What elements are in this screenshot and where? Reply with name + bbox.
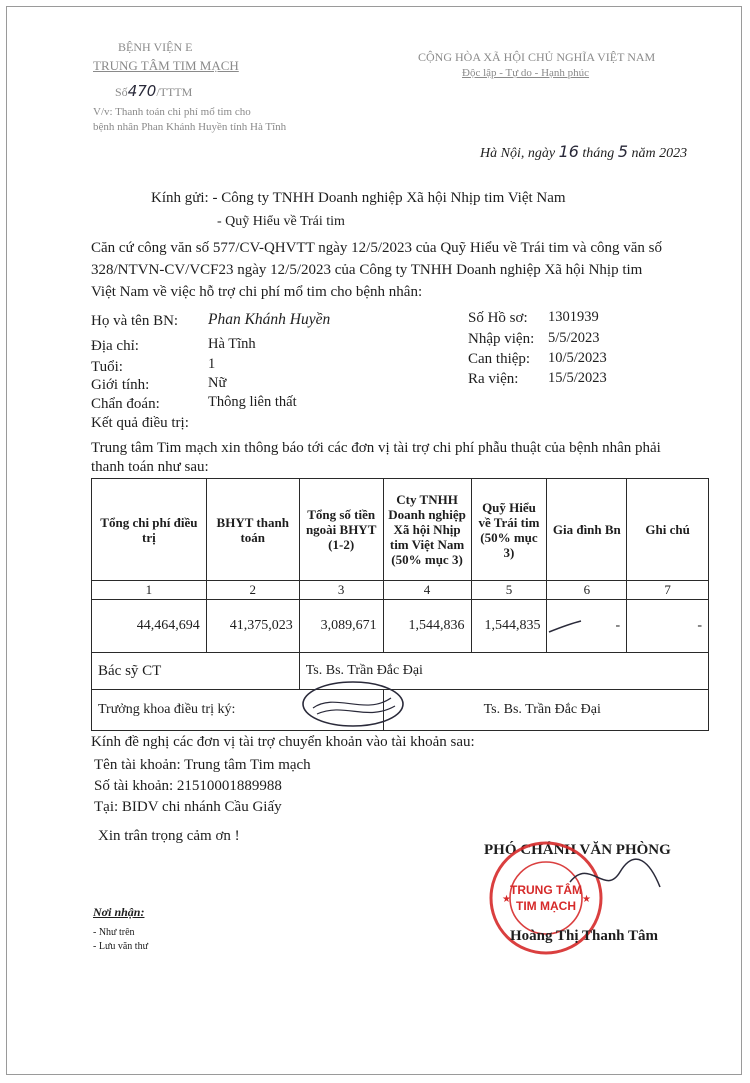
recipients-label: Kính gửi:: [151, 190, 209, 206]
header-insurance: BHYT thanh toán: [206, 479, 299, 581]
recipient-1: - Công ty TNHH Doanh nghiệp Xã hội Nhịp tim Việt Nam: [212, 190, 566, 206]
value-insurance: 41,375,023: [206, 600, 299, 653]
patient-name: Phan Khánh Huyền: [208, 311, 331, 328]
table-value-row: [92, 600, 709, 653]
intro-line-1: Căn cứ công văn số 577/CV-QHVTT ngày 12/5/2023 của Quỹ Hiểu về Trái tim và công văn số: [91, 240, 662, 256]
intervention-label: Can thiệp:: [468, 351, 531, 367]
footer-recipients-title: Nơi nhận:: [93, 905, 145, 919]
value-total-cost: 44,464,694: [92, 600, 207, 653]
file-number: 1301939: [548, 309, 599, 325]
head-signature: [295, 672, 415, 732]
intro-line-3: Việt Nam về việc hỗ trợ chi phí mổ tim cho bệnh nhân:: [91, 284, 423, 300]
admit-label: Nhập viện:: [468, 331, 535, 347]
closing-text: Xin trân trọng cảm ơn !: [98, 828, 240, 844]
subject-line-1: V/v: Thanh toán chi phí mổ tim cho: [93, 106, 251, 118]
date-day: 16: [558, 142, 579, 161]
file-label: Số Hồ sơ:: [468, 310, 528, 326]
table-header-row: [92, 479, 709, 581]
intro-line-2: 328/NTVN-CV/VCF23 ngày 12/5/2023 của Công ty TNHH Doanh nghiệp Xã hội Nhịp tim: [91, 262, 643, 278]
patient-name-label: Họ và tên BN:: [91, 313, 179, 329]
signer-name: Hoàng Thị Thanh Tâm: [510, 928, 658, 944]
subject-line-2: bệnh nhân Phan Khánh Huyền tỉnh Hà Tĩnh: [93, 121, 287, 133]
patient-age: 1: [208, 356, 216, 372]
header-fund: Quỹ Hiểu về Trái tim (50% mục 3): [471, 479, 547, 581]
stamp-star-right: ★: [582, 894, 591, 905]
stamp-star-left: ★: [502, 894, 511, 905]
doctor-label: Bác sỹ CT: [92, 653, 300, 690]
header-company: Cty TNHH Doanh nghiệp Xã hội Nhịp tim Việt Nam (50% mục 3): [383, 479, 471, 581]
intervention-date: 10/5/2023: [548, 350, 607, 366]
address-label: Địa chỉ:: [91, 338, 139, 354]
table-number-row: [92, 581, 709, 600]
admit-date: 5/5/2023: [548, 330, 600, 346]
number-suffix: /TTTM: [156, 85, 193, 99]
header-family: Gia đình Bn: [547, 479, 627, 581]
notice-line-1: Trung tâm Tim mạch xin thông báo tới các đơn vị tài trợ chi phí phẫu thuật của bệnh nhân phải: [91, 440, 661, 456]
date-year: năm 2023: [631, 146, 688, 161]
diagnosis-label: Chẩn đoán:: [91, 396, 160, 412]
value-fund: 1,544,835: [471, 600, 547, 653]
document-number: [115, 82, 192, 100]
discharge-label: Ra viện:: [468, 371, 519, 387]
number-prefix: Số: [115, 85, 128, 99]
account-name: Tên tài khoản: Trung tâm Tim mạch: [94, 757, 311, 773]
signer-signature: [560, 852, 670, 902]
stamp-text: TRUNG TÂM TIM MẠCH: [510, 883, 582, 913]
national-motto: Độc lập - Tự do - Hạnh phúc: [462, 67, 590, 79]
header-notes: Ghi chú: [627, 479, 709, 581]
head-name: Ts. Bs. Trần Đắc Đại: [383, 690, 708, 731]
footer-recipient-1: - Như trên: [93, 927, 135, 938]
discharge-date: 15/5/2023: [548, 370, 607, 386]
date-line: [480, 142, 687, 162]
recipients-line-1: [151, 190, 566, 207]
col-number: 3: [299, 581, 383, 600]
value-out-of-pocket: 3,089,671: [299, 600, 383, 653]
head-label: Trưởng khoa điều trị ký:: [92, 690, 384, 731]
value-company: 1,544,836: [383, 600, 471, 653]
col-number: 7: [627, 581, 709, 600]
date-month-label: tháng: [582, 146, 615, 161]
org-name: TRUNG TÂM TIM MẠCH: [93, 58, 239, 73]
date-prefix: Hà Nội, ngày: [480, 146, 556, 161]
account-number: Số tài khoản: 21510001889988: [94, 778, 282, 794]
gender-label: Giới tính:: [91, 377, 150, 393]
patient-gender: Nữ: [208, 375, 227, 391]
tick-mark: [545, 618, 585, 638]
footer-recipient-2: - Lưu văn thư: [93, 941, 148, 952]
col-number: 1: [92, 581, 207, 600]
header-out-of-pocket: Tổng số tiền ngoài BHYT (1-2): [299, 479, 383, 581]
recipient-2: - Quỹ Hiểu về Trái tim: [217, 214, 345, 229]
national-title: CỘNG HÒA XÃ HỘI CHỦ NGHĨA VIỆT NAM: [418, 50, 656, 64]
org-parent: BỆNH VIỆN E: [118, 40, 193, 54]
signer-title: PHÓ CHÁNH VĂN PHÒNG: [484, 842, 671, 858]
result-label: Kết quả điều trị:: [91, 415, 189, 431]
patient-address: Hà Tĩnh: [208, 336, 256, 352]
patient-diagnosis: Thông liên thất: [208, 394, 297, 410]
col-number: 2: [206, 581, 299, 600]
col-number: 4: [383, 581, 471, 600]
value-notes: -: [627, 600, 709, 653]
notice-line-2: thanh toán như sau:: [91, 459, 209, 475]
age-label: Tuổi:: [91, 359, 123, 375]
bank-request: Kính đề nghị các đơn vị tài trợ chuyển khoản vào tài khoản sau:: [91, 734, 475, 750]
number-handwritten: 470: [127, 82, 157, 100]
col-number: 5: [471, 581, 547, 600]
doctor-name: Ts. Bs. Trần Đắc Đại: [299, 653, 708, 690]
value-family: -: [547, 600, 627, 653]
col-number: 6: [547, 581, 627, 600]
date-month: 5: [617, 142, 628, 161]
bank-branch: Tại: BIDV chi nhánh Cầu Giấy: [94, 799, 282, 815]
header-total-cost: Tổng chi phí điều trị: [92, 479, 207, 581]
